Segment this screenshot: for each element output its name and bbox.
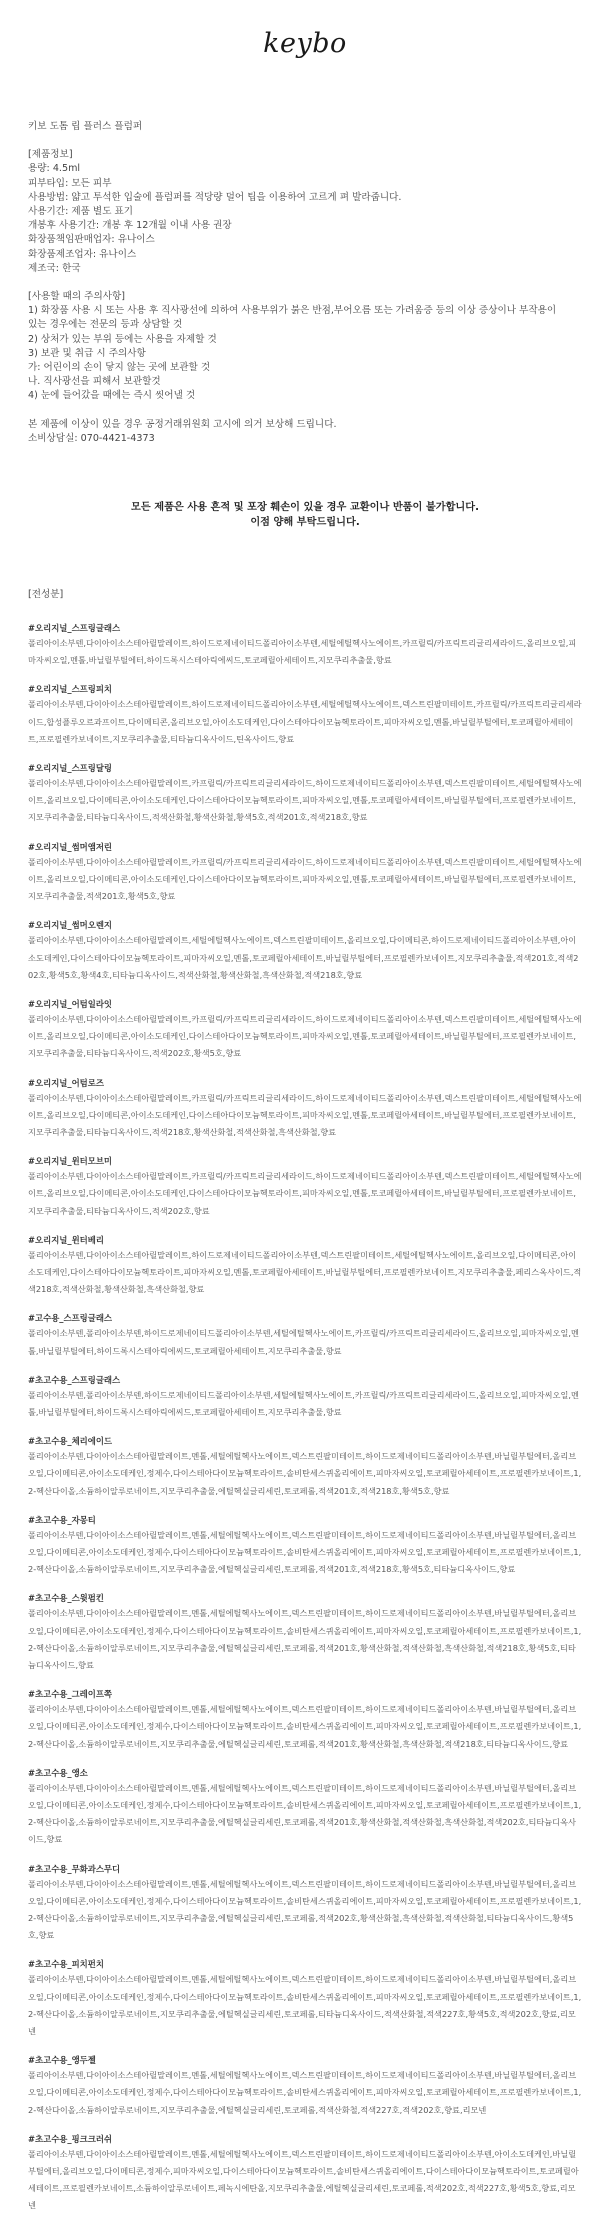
brand-logo: keybo xyxy=(263,28,347,59)
ingredient-list-text: 폴리아이소부텐,다이아이소스테아릴말레이트,카프릴릭/카프릭트리글리세라이드,하이드로제네이티드폴리아이소부텐,덱스트린팔미테이트,세틸에틸헥사노에이트,올리브오일,다이메티콘,아이소도데케인,다이스테아다이모늄헥토라이트,피마자씨오일,멘톨,토코페릴아세테이트,바닐릴부틸에터,프로필렌카보네이트,지모쿠리추출물,티타늄디옥사이드,적색산화철,황색산화철,황색5호,적색201호,적색218호,향료 xyxy=(28,778,582,823)
ingredient-product-name: #오리지널_윈터모브미 xyxy=(28,1156,113,1167)
ingredient-list-text: 폴리아이소부텐,폴리아이소부텐,하이드로제네이티드폴리아이소부텐,세틸에틸헥사노에이트,카프릴릭/카프릭트리글리세라이드,올리브오일,피마자씨오일,멘톨,바닐릴부틸에터,하이드록시스테아릭에씨드,토코페릴아세테이트,지모쿠리추출물,향료 xyxy=(28,1328,579,1356)
ingredient-entry xyxy=(28,841,582,906)
ingredient-list-text: 폴리아이소부텐,다이아이소스테아릴말레이트,멘톨,세틸에틸헥사노에이트,덱스트린팔미테이트,하이드로제네이티드폴리아이소부텐,바닐릴부틸에터,올리브오일,다이메티콘,아이소도데케인,정제수,다이스테아다이모늄헥토라이트,솔비탄세스퀴올리에이트,피마자씨오일,토코페릴아세테이트,프로필렌카보네이트,1,2-헥산다이올,소듐하이알루로네이트,지모쿠리추출물,에틸헥실글리세린,토코페롤,티타늄디옥사이드,적색산화철,적색227호,황색5호,적색202호,향료,리모넨 xyxy=(28,1974,582,2037)
info-line: 제조국: 한국 xyxy=(28,262,81,274)
ingredient-product-name: #오리지널_썸머앰저린 xyxy=(28,841,113,852)
ingredient-entry xyxy=(28,1767,582,1849)
ingredient-product-name: #초고수용_앵두젤 xyxy=(28,2055,96,2066)
product-header xyxy=(28,120,582,134)
ingredient-list-text: 폴리아이소부텐,다이아이소스테아릴말레이트,멘톨,세틸에틸헥사노에이트,덱스트린팔미테이트,하이드로제네이티드폴리아이소부텐,아이소도데케인,바닐릴부틸에터,올리브오일,다이메티콘,정제수,피마자씨오일,다이스테아다이모늄헥토라이트,솔비탄세스퀴올리에이트,다이스테아다이모늄헥토라이트,토코페릴아세테이트,프로필렌카보네이트,소듐하이알루로네이트,페녹시에탄올,지모쿠리추출물,에틸헥실글리세린,토코페롤,적색202호,적색227호,황색5호,향료,리모넨 xyxy=(28,2148,579,2211)
ingredient-list-text: 폴리아이소부텐,다이아이소스테아릴말레이트,멘톨,세틸에틸헥사노에이트,덱스트린팔미테이트,하이드로제네이티드폴리아이소부텐,바닐릴부틸에터,올리브오일,다이메티콘,아이소도데케인,정제수,다이스테아다이모늄헥토라이트,솔비탄세스퀴올리에이트,피마자씨오일,토코페릴아세테이트,프로필렌카보네이트,1,2-헥산다이올,소듐하이알루로네이트,지모쿠리추출물,에틸헥실글리세린,토코페롤,적색201호,적색218호,황색5호,티타늄디옥사이드,향료 xyxy=(28,1529,582,1575)
ingredient-entry xyxy=(28,683,582,748)
ingredient-product-name: #초고수용_피치펀치 xyxy=(28,1959,104,1970)
ingredient-entry xyxy=(28,1077,582,1142)
ingredient-entry xyxy=(28,2054,582,2119)
ingredient-list-text: 폴리아이소부텐,다이아이소스테아릴말레이트,하이드로제네이티드폴리아이소부텐,덱스트린팔미테이트,세틸에틸헥사노에이트,올리브오일,다이메티콘,아이소도데케인,다이스테아다이모늄헥토라이트,피마자씨오일,멘톨,토코페릴아세테이트,바닐릴부틸에터,프로필렌카보네이트,지모쿠리추출물,페리스옥사이드,적색218호,적색산화철,황색산화철,흑색산화철,향료 xyxy=(28,1249,582,1295)
ingredient-list-text: 폴리아이소부텐,폴리아이소부텐,하이드로제네이티드폴리아이소부텐,세틸에틸헥사노에이트,카프릴릭/카프릭트리글리세라이드,올리브오일,피마자씨오일,멘톨,바닐릴부틸에터,하이드록시스테아릭에씨드,토코페릴아세테이트,지모쿠리추출물,향료 xyxy=(28,1389,579,1417)
ingredient-list-text: 폴리아이소부텐,다이아이소스테아릴말레이트,멘톨,세틸에틸헥사노에이트,덱스트린팔미테이트,하이드로제네이티드폴리아이소부텐,바닐릴부틸에터,올리브오일,다이메티콘,아이소도데케인,정제수,다이스테아다이모늄헥토라이트,솔비탄세스퀴올리에이트,피마자씨오일,토코페릴아세테이트,프로필렌카보네이트,1,2-헥산다이올,소듐하이알루로네이트,지모쿠리추출물,에틸헥실글리세린,토코페롤,적색201호,황색산화철,적색산화철,흑색산화철,적색218호,황색5호,티타늄디옥사이드,향료 xyxy=(28,1608,582,1670)
ingredient-product-name: #오리지널_스프링글래스 xyxy=(28,623,121,634)
ingredient-product-name: #초고수용_자몽티 xyxy=(28,1514,96,1525)
notice-line-1: 모든 제품은 사용 흔적 및 포장 훼손이 있을 경우 교환이나 반품이 불가합니다. xyxy=(131,502,479,514)
product-info-section xyxy=(28,148,582,276)
ingredient-product-name: #오리지널_썸머오렌지 xyxy=(28,920,113,931)
ingredient-product-name: #초고수용_스프링글래스 xyxy=(28,1374,121,1385)
info-line: 화장품책임판매업자: 유나이스 xyxy=(28,234,155,246)
caution-line: 나. 직사광선을 피해서 보관할것 xyxy=(28,376,161,388)
ingredient-product-name: #초고수용_앵소 xyxy=(28,1767,88,1778)
ingredient-product-name: #오리지널_스프링달링 xyxy=(28,763,113,774)
ingredient-product-name: #초고수용_체리에이드 xyxy=(28,1436,113,1447)
ingredient-list-text: 폴리아이소부텐,다이아이소스테아릴말레이트,카프릴릭/카프릭트리글리세라이드,하이드로제네이티드폴리아이소부텐,덱스트린팔미테이트,세틸에틸헥사노에이트,올리브오일,다이메티콘,아이소도데케인,다이스테아다이모늄헥토라이트,피마자씨오일,멘톨,토코페릴아세테이트,바닐릴부틸에터,프로필렌카보네이트,지모쿠리추출물,적색201호,황색5호,향료 xyxy=(28,856,582,902)
compensation-section xyxy=(28,418,582,446)
ingredient-entry xyxy=(28,1863,582,1945)
ingredient-entry xyxy=(28,998,582,1063)
caution-line: 2) 상처가 있는 부위 등에는 사용을 자제할 것 xyxy=(28,333,217,345)
ingredient-list-text: 폴리아이소부텐,다이아이소스테아릴말레이트,멘톨,세틸에틸헥사노에이트,덱스트린팔미테이트,하이드로제네이티드폴리아이소부텐,바닐릴부틸에터,올리브오일,다이메티콘,아이소도데케인,정제수,다이스테아다이모늄헥토라이트,솔비탄세스퀴올리에이트,피마자씨오일,토코페릴아세테이트,프로필렌카보네이트,1,2-헥산다이올,소듐하이알루로네이트,지모쿠리추출물,에틸헥실글리세린,토코페롤,적색202호,황색산화철,흑색산화철,적색산화철,티타늄디옥사이드,황색5호,향료 xyxy=(28,1878,582,1941)
ingredient-list-text: 폴리아이소부텐,다이아이소스테아릴말레이트,멘톨,세틸에틸헥사노에이트,덱스트린팔미테이트,하이드로제네이티드폴리아이소부텐,바닐릴부틸에터,올리브오일,다이메티콘,아이소도데케인,정제수,다이스테아다이모늄헥토라이트,솔비탄세스퀴올리에이트,피마자씨오일,토코페릴아세테이트,프로필렌카보네이트,1,2-헥산다이올,소듐하이알루로네이트,지모쿠리추출물,에틸헥실글리세린,토코페롤,적색201호,황색산화철,흑색산화철,적색218호,티타늄디옥사이드,향료 xyxy=(28,1704,582,1749)
ingredient-product-name: #고수용_스프링글래스 xyxy=(28,1313,113,1324)
caution-line: 가: 어린이의 손이 닿지 않는 곳에 보관할 것 xyxy=(28,362,211,374)
consumer-phone: 소비상담실: 070-4421-4373 xyxy=(28,432,155,444)
cautions-heading: [사용할 때의 주의사항] xyxy=(28,291,125,303)
ingredient-entry xyxy=(28,622,582,669)
info-line: 용량: 4.5ml xyxy=(28,163,81,175)
ingredient-list-text: 폴리아이소부텐,다이아이소스테아릴말레이트,멘톨,세틸에틸헥사노에이트,덱스트린팔미테이트,하이드로제네이티드폴리아이소부텐,바닐릴부틸에터,올리브오일,다이메티콘,아이소도데케인,정제수,다이스테아다이모늄헥토라이트,솔비탄세스퀴올리에이트,피마자씨오일,토코페릴아세테이트,프로필렌카보네이트,1,2-헥산다이올,소듐하이알루로네이트,지모쿠리추출물,에틸헥실글리세린,토코페롤,적색산화철,적색227호,적색202호,향료,리모넨 xyxy=(28,2070,582,2115)
ingredients-heading: [전성분] xyxy=(28,589,64,601)
ingredient-entry xyxy=(28,2133,582,2215)
ingredient-entry xyxy=(28,1514,582,1579)
info-line: 피부타입: 모든 피부 xyxy=(28,177,112,189)
ingredient-product-name: #오리지널_윈터베리 xyxy=(28,1234,104,1245)
ingredient-product-name: #오리지널_어텀로즈 xyxy=(28,1077,104,1088)
product-info-heading: [제품정보] xyxy=(28,149,73,161)
ingredient-entry xyxy=(28,1374,582,1421)
info-line: 화장품제조업자: 유나이스 xyxy=(28,248,137,260)
ingredient-product-name: #오리지널_스프링피치 xyxy=(28,684,113,695)
ingredient-list-text: 폴리아이소부텐,다이아이소스테아릴말레이트,카프릴릭/카프릭트리글리세라이드,하이드로제네이티드폴리아이소부텐,덱스트린팔미테이트,세틸에틸헥사노에이트,올리브오일,다이메티콘,아이소도데케인,다이스테아다이모늄헥토라이트,피마자씨오일,멘톨,토코페릴아세테이트,바닐릴부틸에터,프로필렌카보네이트,지모쿠리추출물,티타늄디옥사이드,적색218호,황색산화철,적색산화철,흑색산화철,향료 xyxy=(28,1092,582,1137)
ingredient-list-text: 폴리아이소부텐,다이아이소스테아릴말레이트,하이드로제네이티드폴리아이소부텐,세틸에틸헥사노에이트,덱스트린팔미테이트,카프릴릭/카프릭트리글리세라이드,합성플루오르과프이트,다이메티콘,올리브오일,아이소도데케인,다이스테아다이모늄헥토라이트,피마자씨오일,멘톨,바닐릴부틸에터,토코페릴아세테이트,프로필렌카보네이트,지모쿠리추출물,티타늄디옥사이드,틴옥사이드,향료 xyxy=(28,699,582,744)
ingredient-list-text: 폴리아이소부텐,다이아이소스테아릴말레이트,카프릴릭/카프릭트리글리세라이드,하이드로제네이티드폴리아이소부텐,덱스트린팔미테이트,세틸에틸헥사노에이트,올리브오일,다이메티콘,아이소도데케인,다이스테아다이모늄헥토라이트,피마자씨오일,멘톨,토코페릴아세테이트,바닐릴부틸에터,프로필렌카보네이트,지모쿠리추출물,티타늄디옥사이드,적색202호,향료 xyxy=(28,1171,582,1216)
caution-line: 3) 보관 및 취급 시 주의사항 xyxy=(28,347,146,359)
caution-line: 4) 눈에 들어갔을 때에는 즉시 씻어낼 것 xyxy=(28,390,196,402)
ingredient-entry xyxy=(28,1312,582,1359)
info-line: 사용기간: 제품 별도 표기 xyxy=(28,206,134,218)
ingredient-product-name: #초고수용_그레이프쪽 xyxy=(28,1689,113,1700)
ingredient-entry xyxy=(28,1234,582,1299)
product-title: 키보 도톰 립 플러스 플럼퍼 xyxy=(28,121,143,132)
ingredient-product-name: #초고수용_핑크크러쉬 xyxy=(28,2133,113,2144)
ingredient-list-text: 폴리아이소부텐,다이아이소스테아릴말레이트,세틸에틸헥사노에이트,덱스트린팔미테이트,올리브오일,다이메티콘,하이드로제네이티드폴리아이소부텐,아이소도데케인,다이스테아다이모늄헥토라이트,피마자씨오일,멘톨,토코페릴아세테이트,바닐릴부틸에터,프로필렌카보네이트,지모쿠리추출물,적색201호,적색202호,황색5호,황색4호,티타늄디옥사이드,적색산화철,황색산화철,흑색산화철,적색218호,향료 xyxy=(28,935,579,980)
compensation-line: 본 제품에 이상이 있을 경우 공정거래위원회 고시에 의거 보상해 드립니다. xyxy=(28,418,337,430)
return-notice xyxy=(28,500,582,530)
ingredient-entry xyxy=(28,919,582,984)
ingredient-product-name: #초고수용_스윗펌킨 xyxy=(28,1593,104,1604)
ingredient-list-text: 폴리아이소부텐,다이아이소스테아릴말레이트,멘톨,세틸에틸헥사노에이트,덱스트린팔미테이트,하이드로제네이티드폴리아이소부텐,바닐릴부틸에터,올리브오일,다이메티콘,아이소도데케인,정제수,다이스테아다이모늄헥토라이트,솔비탄세스퀴올리에이트,피마자씨오일,토코페릴아세테이트,프로필렌카보네이트,1,2-헥산다이올,소듐하이알루로네이트,지모쿠리추출물,에틸헥실글리세린,토코페롤,적색201호,적색218호,황색5호,향료 xyxy=(28,1451,582,1496)
ingredient-entry xyxy=(28,1958,582,2040)
ingredients-list xyxy=(28,622,582,2215)
info-line: 개봉후 사용기간: 개봉 후 12개월 이내 사용 권장 xyxy=(28,220,232,232)
notice-line-2: 이점 양해 부탁드립니다. xyxy=(250,517,360,529)
cautions-section xyxy=(28,290,582,404)
caution-line: 있는 경우에는 전문의 등과 상담할 것 xyxy=(28,319,183,331)
ingredient-entry xyxy=(28,1592,582,1674)
info-line: 사용방법: 얇고 투석한 입술에 플럼퍼를 적당량 덜어 팁을 이용하여 고르게 펴 발라줍니다. xyxy=(28,191,402,203)
ingredient-list-text: 폴리아이소부텐,다이아이소스테아릴말레이트,멘톨,세틸에틸헥사노에이트,덱스트린팔미테이트,하이드로제네이티드폴리아이소부텐,바닐릴부틸에터,올리브오일,다이메티콘,아이소도데케인,정제수,다이스테아다이모늄헥토라이트,솔비탄세스퀴올리에이트,피마자씨오일,토코페릴아세테이트,프로필렌카보네이트,1,2-헥산다이올,소듐하이알루로네이트,지모쿠리추출물,에틸헥실글리세린,토코페롤,적색201호,황색산화철,적색산화철,흑색산화철,적색202호,티타늄디옥사이드,향료 xyxy=(28,1782,582,1845)
ingredient-entry xyxy=(28,1155,582,1220)
ingredient-product-name: #오리지널_어텀일라잇 xyxy=(28,998,113,1009)
ingredient-product-name: #초고수용_무화과스무디 xyxy=(28,1863,121,1874)
caution-line: 1) 화장품 사용 시 또는 사용 후 직사광선에 의하여 사용부위가 붉은 반점,부어오름 또는 가려움증 등의 이상 증상이나 부작용이 xyxy=(28,305,557,317)
ingredient-entry xyxy=(28,762,582,827)
ingredient-entry xyxy=(28,1688,582,1753)
ingredient-list-text: 폴리아이소부텐,다이아이소스테아릴말레이트,하이드로제네이티드폴리아이소부텐,세틸에틸헥사노에이트,카프릴릭/카프릭트리글리세라이드,올리브오일,피마자씨오일,멘톨,바닐릴부틸에터,하이드록시스테아릭에씨드,토코페릴아세테이트,지모쿠리추출물,향료 xyxy=(28,638,577,666)
ingredient-list-text: 폴리아이소부텐,다이아이소스테아릴말레이트,카프릴릭/카프릭트리글리세라이드,하이드로제네이티드폴리아이소부텐,덱스트린팔미테이트,세틸에틸헥사노에이트,올리브오일,다이메티콘,아이소도데케인,다이스테아다이모늄헥토라이트,피마자씨오일,멘톨,토코페릴아세테이트,바닐릴부틸에터,프로필렌카보네이트,지모쿠리추출물,티타늄디옥사이드,적색202호,황색5호,향료 xyxy=(28,1013,582,1059)
ingredient-entry xyxy=(28,1435,582,1500)
